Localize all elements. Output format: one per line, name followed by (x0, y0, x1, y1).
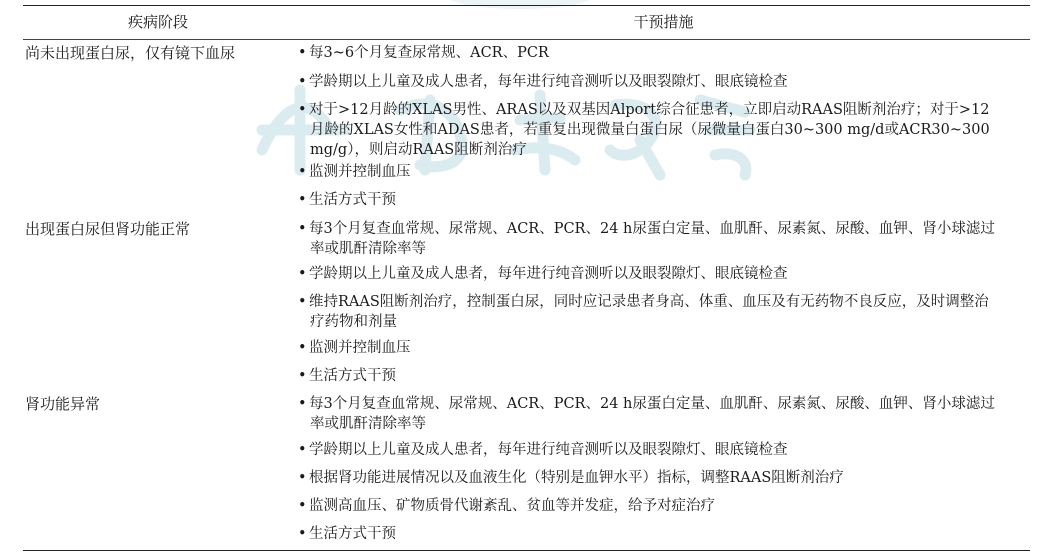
header-rule (23, 39, 1030, 40)
measure-item: • 根据肾功能进展情况以及血液生化（特别是血钾水平）指标，调整RAAS阻断剂治疗 (298, 470, 844, 486)
stage-cell: 尚未出现蛋白尿，仅有镜下血尿 (25, 44, 236, 62)
measure-item: • 每3~6个月复查尿常规、ACR、PCR (298, 45, 549, 61)
header-stage: 疾病阶段 (127, 13, 188, 31)
measure-item: • 生活方式干预 (298, 192, 396, 208)
measure-item: • 对于>12月龄的XLAS男性、ARAS以及双基因Alport综合征患者，立即启动RAAS阻断剂治疗；对于>12月龄的XLAS女性和ADAS患者，若重复出现微量白蛋白尿（尿微量白蛋白30~300 mg/d或ACR30~300 mg/g），则启动RAAS阻断剂治疗 (298, 102, 990, 158)
measure-item: • 生活方式干预 (298, 526, 396, 542)
measure-item: • 维持RAAS阻断剂治疗，控制蛋白尿，同时应记录患者身高、体重、血压及有无药物不良反应，及时调整治疗药物和剂量 (298, 294, 989, 330)
stage-cell: 肾功能异常 (25, 395, 101, 413)
measure-item: • 监测高血压、矿物质骨代谢紊乱、贫血等并发症，给予对症治疗 (298, 498, 715, 514)
stage-cell: 出现蛋白尿但肾功能正常 (25, 220, 191, 238)
measure-item: • 学龄期以上儿童及成人患者，每年进行纯音测听以及眼裂隙灯、眼底镜检查 (298, 266, 788, 282)
measure-item: • 学龄期以上儿童及成人患者，每年进行纯音测听以及眼裂隙灯、眼底镜检查 (298, 442, 788, 458)
measure-item: • 每3个月复查血常规、尿常规、ACR、PCR、24 h尿蛋白定量、血肌酐、尿素氮、尿酸、血钾、肾小球滤过率或肌酐清除率等 (298, 396, 995, 432)
measure-item: • 监测并控制血压 (298, 340, 411, 356)
measure-item: • 每3个月复查血常规、尿常规、ACR、PCR、24 h尿蛋白定量、血肌酐、尿素氮、尿酸、血钾、肾小球滤过率或肌酐清除率等 (298, 221, 995, 257)
header-measures: 干预措施 (633, 13, 694, 31)
table-top-rule (23, 5, 1030, 6)
measure-item: • 学龄期以上儿童及成人患者，每年进行纯音测听以及眼裂隙灯、眼底镜检查 (298, 74, 788, 90)
measure-item: • 监测并控制血压 (298, 164, 411, 180)
table-bottom-rule (23, 550, 1030, 551)
measure-item: • 生活方式干预 (298, 368, 396, 384)
